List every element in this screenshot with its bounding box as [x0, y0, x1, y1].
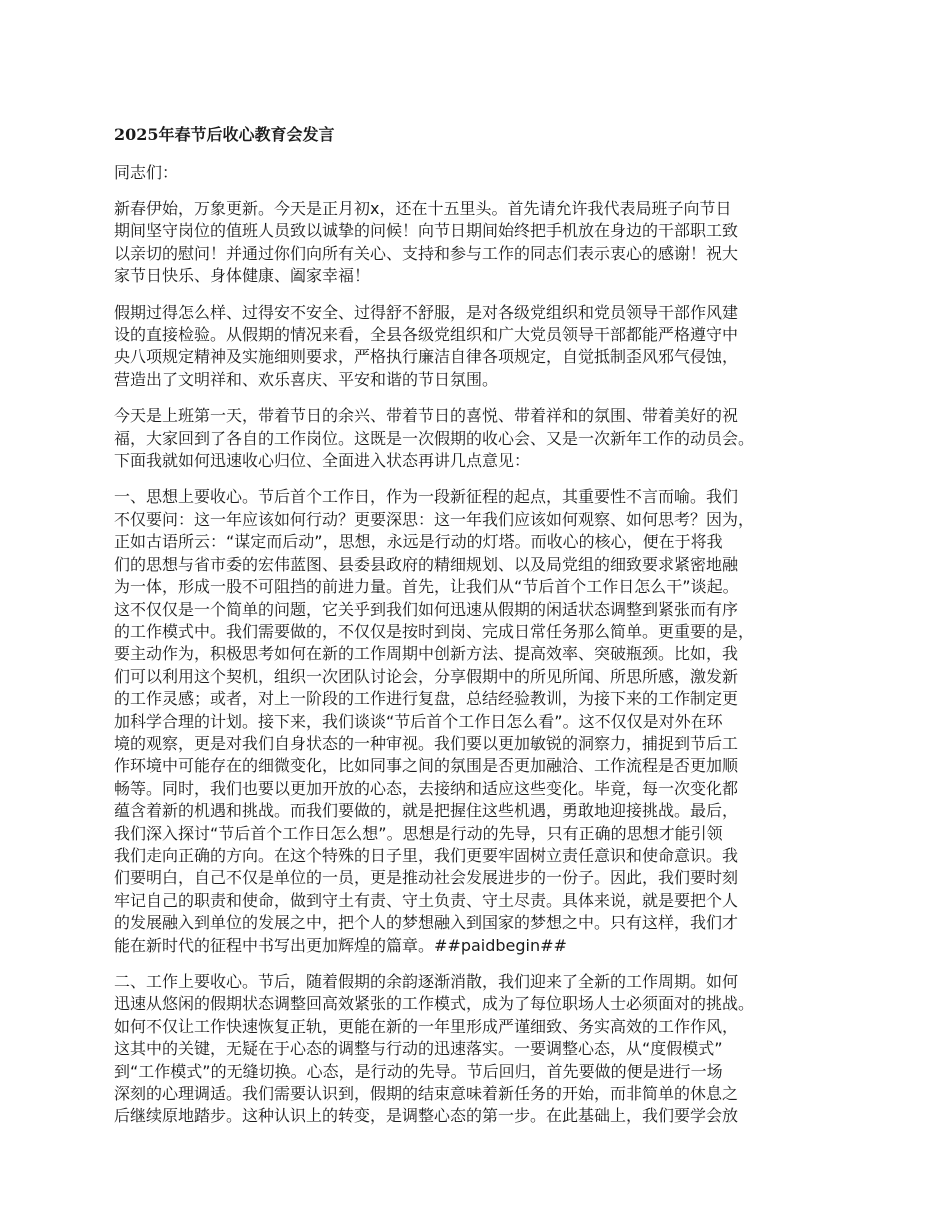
text-line: 设的直接检验。从假期的情况来看，全县各级党组织和广大党员领导干部都能严格遵守中: [114, 325, 739, 345]
text-line: 不仅要问：这一年应该如何行动？更要深思：这一年我们应该如何观察、如何思考？因为，: [114, 509, 755, 529]
text-line: 畅等。同时，我们也要以更加开放的心态，去接纳和适应这些变化。毕竟，每一次变化都: [114, 778, 739, 798]
paragraph: [114, 971, 854, 1128]
text-line: 二、工作上要收心。节后，随着假期的余韵逐渐消散，我们迎来了全新的工作周期。如何: [114, 972, 739, 991]
salutation: 同志们：: [114, 163, 179, 182]
text-line: 境的观察，更是对我们自身状态的一种审视。我们要以更加敏锐的洞察力，捕捉到节后工: [114, 733, 739, 753]
paragraph: [114, 405, 854, 472]
text-line: 央八项规定精神及实施细则要求，严格执行廉洁自律各项规定，自觉抵制歪风邪气侵蚀，: [114, 347, 739, 367]
text-line: 的工作灵感；或者，对上一阶段的工作进行复盘，总结经验教训，为接下来的工作制定更: [114, 689, 739, 709]
text-line: 后继续原地踏步。这种认识上的转变，是调整心态的第一步。在此基础上，我们要学会放: [114, 1106, 739, 1126]
text-line: 如何不仅让工作快速恢复正轨，更能在新的一年里形成严谨细致、务实高效的工作作风，: [114, 1016, 739, 1036]
text-line: 能在新时代的征程中书写出更加辉煌的篇章。##paidbegin##: [114, 935, 567, 955]
text-line: 加科学合理的计划。接下来，我们谈谈“节后首个工作日怎么看”。这不仅仅是对外在环: [114, 711, 723, 731]
text-line: 的工作模式中。我们需要做的，不仅仅是按时到岗、完成日常任务那么简单。更重要的是，: [114, 621, 755, 641]
text-line: 福，大家回到了各自的工作岗位。这既是一次假期的收心会、又是一次新年工作的动员会。: [114, 428, 755, 448]
paragraph: [114, 198, 854, 288]
text-line: 假期过得怎么样、过得安不安全、过得舒不舒服，是对各级党组织和党员领导干部作风建: [114, 302, 739, 322]
text-line: 为一体，形成一股不可阻挡的前进力量。首先，让我们从“节后首个工作日怎么干”谈起。: [114, 577, 739, 597]
text-line: 营造出了文明祥和、欢乐喜庆、平安和谐的节日氛围。: [114, 369, 499, 389]
text-line: 我们走向正确的方向。在这个特殊的日子里，我们更要牢固树立责任意识和使命意识。我: [114, 845, 739, 865]
text-line: 们的思想与省市委的宏伟蓝图、县委县政府的精细规划、以及局党组的细致要求紧密地融: [114, 554, 739, 574]
text-line: 牢记自己的职责和使命，做到守土有责、守土负责、守土尽责。具体来说，就是要把个人: [114, 890, 739, 910]
text-line: 一、思想上要收心。节后首个工作日，作为一段新征程的起点，其重要性不言而喻。我们: [114, 487, 739, 507]
text-line: 家节日快乐、身体健康、阖家幸福！: [114, 266, 371, 286]
text-line: 的发展融入到单位的发展之中，把个人的梦想融入到国家的梦想之中。只有这样，我们才: [114, 913, 739, 933]
text-line: 正如古语所云：“谋定而后动”，思想，永远是行动的灯塔。而收心的核心，便在于将我: [114, 532, 723, 552]
text-line: 我们深入探讨“节后首个工作日怎么想”。思想是行动的先导，只有正确的思想才能引领: [114, 823, 723, 843]
paragraph: [114, 486, 854, 957]
text-line: 深刻的心理调适。我们需要认识到，假期的结束意味着新任务的开始，而非简单的休息之: [114, 1084, 739, 1104]
text-line: 迅速从悠闲的假期状态调整回高效紧张的工作模式，成为了每位职场人士必须面对的挑战。: [114, 994, 755, 1014]
text-line: 下面我就如何迅速收心归位、全面进入状态再讲几点意见：: [114, 451, 531, 471]
text-line: 蕴含着新的机遇和挑战。而我们要做的，就是把握住这些机遇，勇敢地迎接挑战。最后，: [114, 801, 739, 821]
text-line: 要主动作为，积极思考如何在新的工作周期中创新方法、提高效率、突破瓶颈。比如，我: [114, 644, 739, 664]
text-line: 以亲切的慰问！并通过你们向所有关心、支持和参与工作的同志们表示衷心的感谢！祝大: [114, 243, 739, 263]
document-title: 2025年春节后收心教育会发言: [114, 125, 335, 144]
text-line: 新春伊始，万象更新。今天是正月初x，还在十五里头。首先请允许我代表局班子向节日: [114, 199, 732, 218]
document-page: [114, 124, 854, 1142]
paragraph: [114, 302, 854, 392]
text-line: 到“工作模式”的无缝切换。心态，是行动的先导。节后回归，首先要做的便是进行一场: [114, 1061, 723, 1081]
text-line: 作环境中可能存在的细微变化，比如同事之间的氛围是否更加融洽、工作流程是否更加顺: [114, 756, 739, 776]
text-line: 这其中的关键，无疑在于心态的调整与行动的迅速落实。一要调整心态，从“度假模式”: [114, 1039, 723, 1059]
text-line: 们可以利用这个契机，组织一次团队讨论会，分享假期中的所见所闻、所思所感，激发新: [114, 666, 739, 686]
text-line: 期间坚守岗位的值班人员致以诚挚的问候！向节日期间始终把手机放在身边的干部职工致: [114, 221, 739, 241]
text-line: 们要明白，自己不仅是单位的一员，更是推动社会发展进步的一份子。因此，我们要时刻: [114, 868, 739, 888]
document-body: [114, 198, 854, 1128]
text-line: 这不仅仅是一个简单的问题，它关乎到我们如何迅速从假期的闲适状态调整到紧张而有序: [114, 599, 739, 619]
text-line: 今天是上班第一天，带着节日的余兴、带着节日的喜悦、带着祥和的氛围、带着美好的祝: [114, 406, 739, 426]
